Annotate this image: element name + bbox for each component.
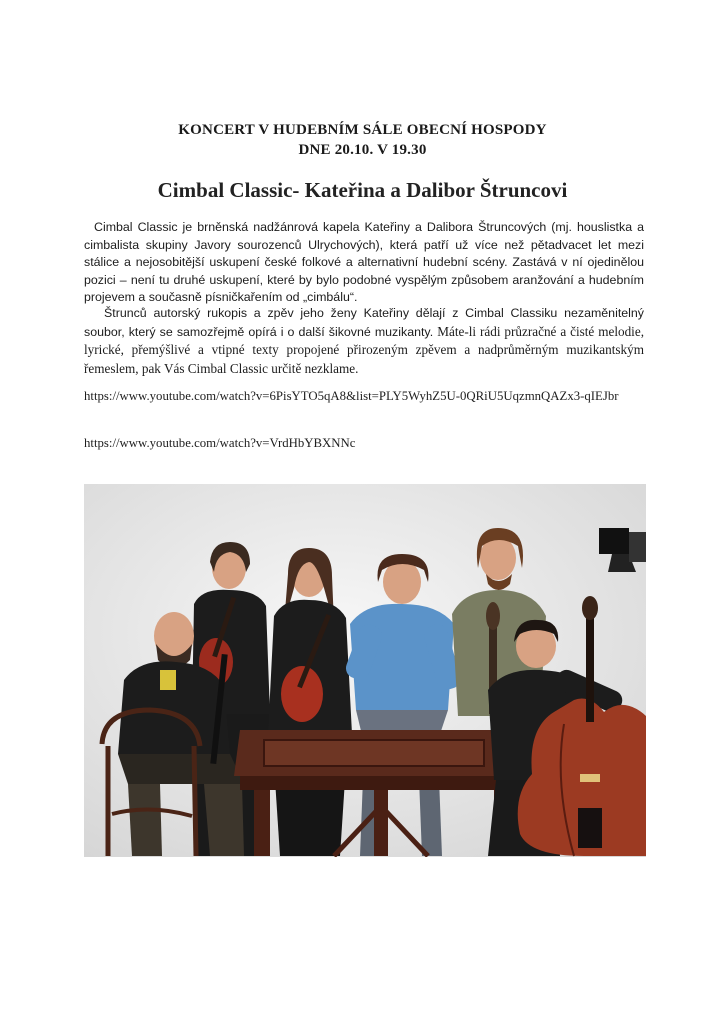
- concert-heading-line1: KONCERT V HUDEBNÍM SÁLE OBECNÍ HOSPODY: [178, 122, 547, 138]
- band-photo: [84, 484, 646, 857]
- youtube-link-1[interactable]: https://www.youtube.com/watch?v=6PisYTO5qA8&list=PLY5WyhZ5U-0QRiU5UqzmnQAZx3-qIEJbr: [84, 389, 619, 403]
- paragraph-description: [84, 305, 644, 378]
- concert-heading-line2: DNE 20.10. V 19.30: [298, 142, 427, 158]
- band-photo-illustration: [84, 484, 646, 857]
- paragraph-description-part2: Máte-li rádi průzračné a čisté melodie, lyrické, přemýšlivé a vtipné texty propojené přirozeným zpěvem a nadprůměrným muzikantským řemeslem, pak Vás Cimbal Classic určitě nezklame.: [84, 323, 644, 376]
- paragraph-intro: [84, 219, 644, 307]
- page-title: Cimbal Classic- Kateřina a Dalibor Štruncovi: [157, 178, 568, 202]
- youtube-link-2[interactable]: https://www.youtube.com/watch?v=VrdHbYBXNNc: [84, 436, 356, 450]
- paragraph-description-part1: Štrunců autorský rukopis a zpěv jeho ženy Kateřiny dělají z Cimbal Classiku nezaměnitelný soubor, který se samozřejmě opírá i o další šikovné muzikanty.: [84, 306, 644, 339]
- paragraph-intro-text: Cimbal Classic je brněnská nadžánrová kapela Kateřiny a Dalibora Štruncových (mj. houslistka a cimbalista skupiny Javory sourozenců Ulrychových), která patří už více než pětadvacet let mezi stálice a nejosobitější uskupení české folkové a alternativní hudební scény. Zastává v ní ojedinělou pozici – není tu druhé uskupení, které by bylo podobné vyspělým způsobem aranžování a hudebním projevem a současně písničkařením od „cimbálu“.: [84, 220, 644, 305]
